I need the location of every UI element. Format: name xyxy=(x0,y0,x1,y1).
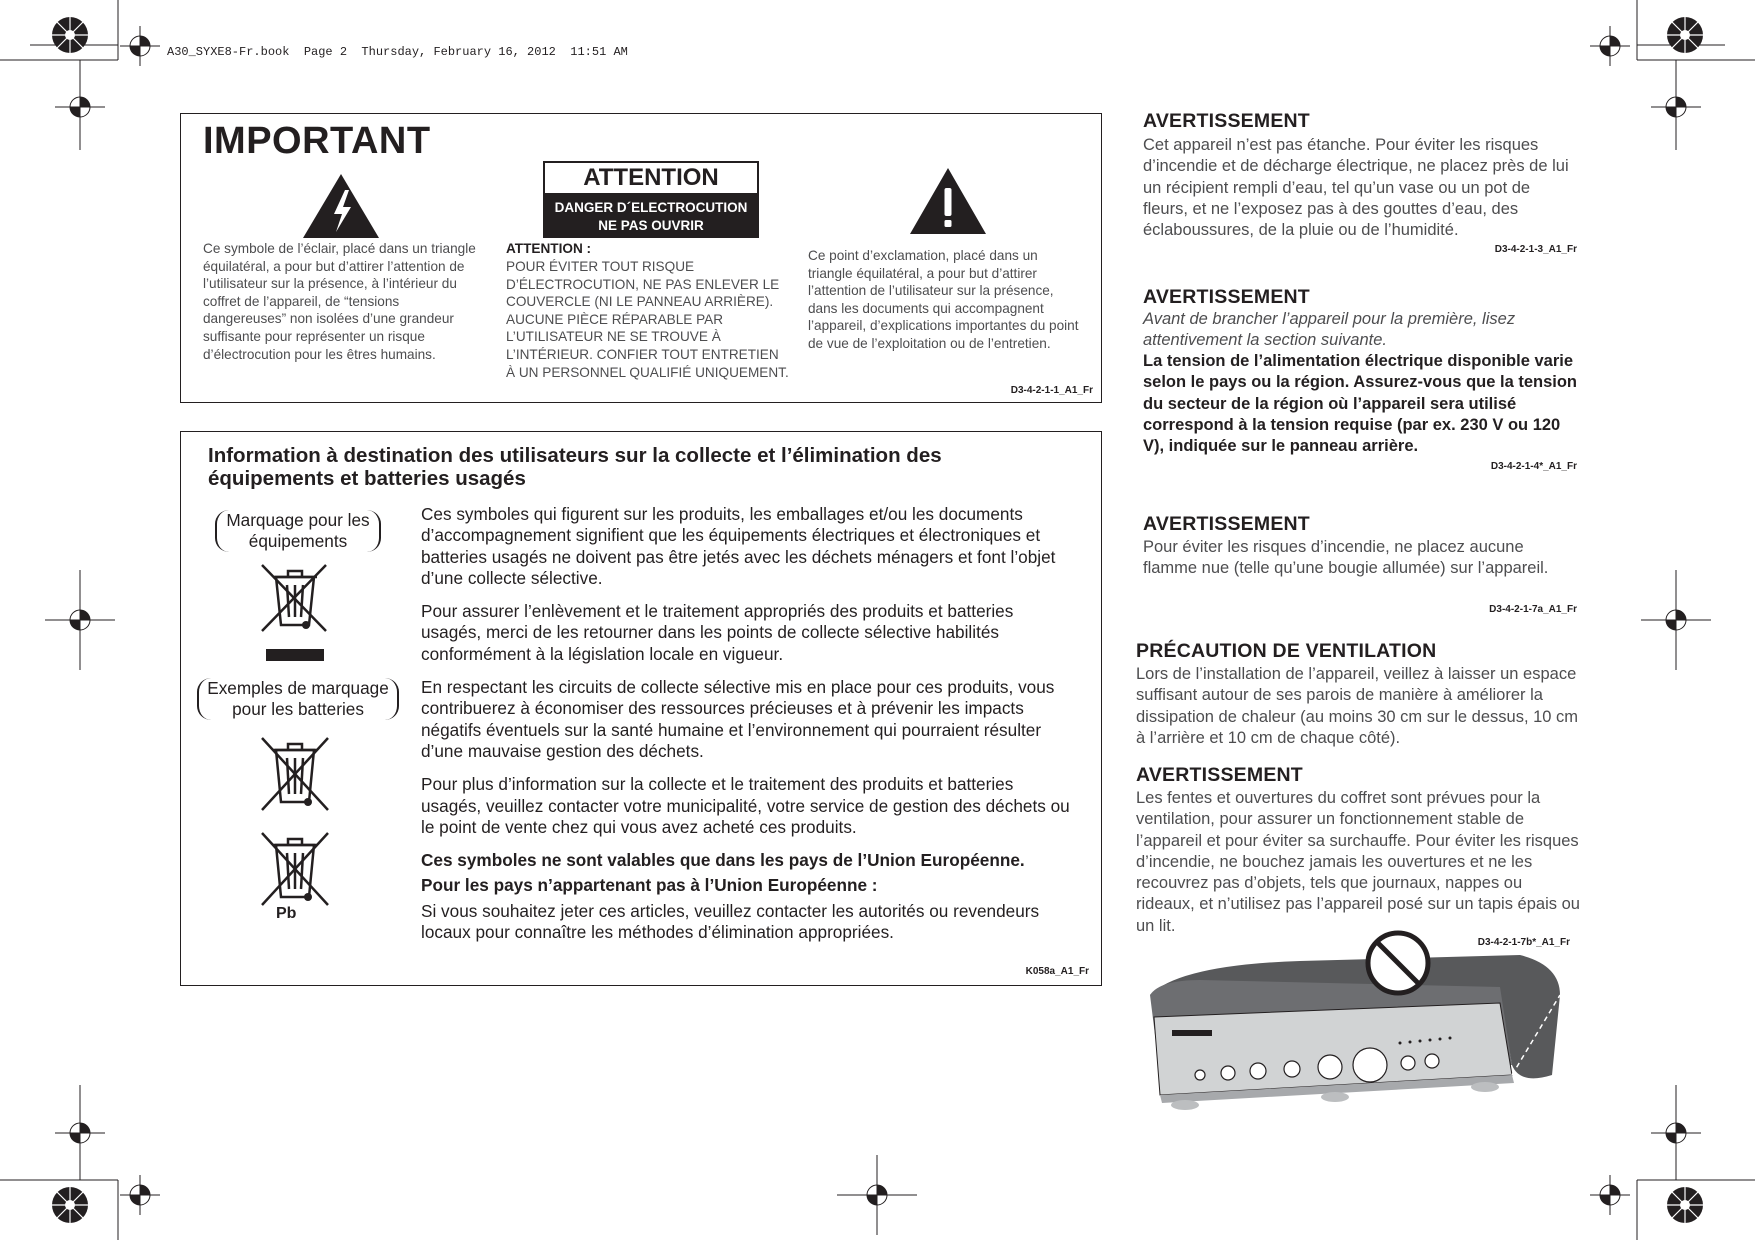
crossed-bin-pb-battery-icon xyxy=(260,831,330,907)
section-title: AVERTISSEMENT xyxy=(1143,513,1310,535)
section-title: AVERTISSEMENT xyxy=(1136,764,1303,786)
exclamation-symbol-text: Ce point d’exclamation, placé dans un triangle équilatéral, a pour but d’attirer l’attention de l’utilisateur sur la présence, dans les documents qui accompagnent l’appareil, d’explications importantes du point de vue de l’exploitation ou de l’entretien. xyxy=(808,248,1079,351)
reference-code: D3-4-2-1-1_A1_Fr xyxy=(1010,385,1093,396)
crossed-bin-equipment-icon xyxy=(260,563,330,663)
equipment-marking-label: Marquage pour les équipements xyxy=(215,510,381,552)
attention-heading: ATTENTION : xyxy=(506,241,592,256)
info-paragraph: En respectant les circuits de collecte sélective mis en place pour ces produits, vous contribuerez à économiser des ressources précieuses et à prévenir les impacts négatifs éventuels sur la santé humaine et l’environnement qui pourraient résulter d’une mauvaise gestion des déchets. xyxy=(421,677,1055,761)
reference-code: D3-4-2-1-4*_A1_Fr xyxy=(1490,461,1577,472)
section-text: Les fentes et ouvertures du coffret sont prévues pour la ventilation, pour assurer un fonctionnement stable de l’appareil et pour éviter sa surchauffe. Pour éviter les risques d’incendie, ne bouchez jamais les ouvertures et ne les recouvrez pas d’objets, tels que journaux, nappes ou rideaux, et n’utilisez pas l’appareil posé sur un tapis épais ou un lit. xyxy=(1136,789,1580,935)
exclamation-warning-icon xyxy=(908,166,988,236)
reference-code: D3-4-2-1-7a_A1_Fr xyxy=(1489,604,1577,615)
battery-marking-label: Exemples de marquage pour les batteries xyxy=(197,678,399,720)
reference-code: D3-4-2-1-3_A1_Fr xyxy=(1494,244,1577,255)
section-title: AVERTISSEMENT xyxy=(1143,286,1310,308)
print-header: A30_SYXE8-Fr.book Page 2 Thursday, February 16, 2012 11:51 AM xyxy=(167,45,628,59)
important-box xyxy=(180,113,1102,403)
section-text: Pour éviter les risques d’incendie, ne placez aucune flamme nue (telle qu’une bougie allumée) sur l’appareil. xyxy=(1143,538,1549,578)
prohibition-icon xyxy=(1368,933,1428,993)
section-italic-text: Avant de brancher l’appareil pour la première, lisez attentivement la section suivante. xyxy=(1143,310,1516,350)
disposal-info-title: Information à destination des utilisateurs sur la collecte et l’élimination des équipements et batteries usagés xyxy=(208,444,942,490)
attention-label: ATTENTION xyxy=(543,161,759,195)
info-paragraph: Pour plus d’information sur la collecte et le traitement des produits et batteries usagés, veuillez contacter votre municipalité, votre service de gestion des déchets ou le point de vente chez qui vous avez acheté ces produits. xyxy=(421,774,1070,837)
pb-label: Pb xyxy=(276,905,297,922)
info-paragraph: Ces symboles qui figurent sur les produits, les emballages et/ou les documents d’accompagnement signifient que les équipements électriques et électroniques et batteries usagés ne doivent pas être jetés avec les déchets ménagers et font l’objet d’une collecte sélective. xyxy=(421,504,1056,588)
reference-code: D3-4-2-1-7b*_A1_Fr xyxy=(1477,937,1570,948)
section-text: Lors de l’installation de l’appareil, veillez à laisser un espace suffisant autour de ses parois de manière à améliorer la dissipation de chaleur (au moins 30 cm sur le dessus, 10 cm à l’arrière et 10 cm de chaque côté). xyxy=(1136,665,1579,747)
attention-text: POUR ÉVITER TOUT RISQUE D’ÉLECTROCUTION, NE PAS ENLEVER LE COUVERCLE (NI LE PANNEAU ARRIÈRE). AUCUNE PIÈCE RÉPARABLE PAR L’UTILISATEUR NE SE TROUVE À L’INTÉRIEUR. CONFIER TOUT ENTRETIEN À UN PERSONNEL QUALIFIÉ UNIQUEMENT. xyxy=(506,259,789,380)
attention-sublabel-line2: NE PAS OUVRIR xyxy=(598,218,704,233)
covered-amplifier-illustration xyxy=(1140,925,1580,1130)
info-paragraph-eu: Ces symboles ne sont valables que dans les pays de l’Union Européenne. xyxy=(421,850,1025,871)
lightning-symbol-text: Ce symbole de l’éclair, placé dans un triangle équilatéral, a pour but d’attirer l’attention de l’utilisateur sur la présence, à l’intérieur du coffret de l’appareil, de “tensions dangereuses” non isolées d’une grandeur suffisante pour représenter un risque d’électrocution pour les êtres humains. xyxy=(203,241,476,362)
crossed-bin-battery-icon xyxy=(260,736,330,812)
info-paragraph: Pour assurer l’enlèvement et le traitement appropriés des produits et batteries usagés, merci de les retourner dans les points de collecte sélective habilités conformément à la législation locale en vigueur. xyxy=(421,601,1014,664)
attention-sublabel xyxy=(543,195,759,238)
section-bold-text: La tension de l’alimentation électrique disponible varie selon le pays ou la région. Assurez-vous que la tension du secteur de la région où l’appareil sera utilisé correspond à la tension requise (par ex. 230 V ou 120 V), indiquée sur le panneau arrière. xyxy=(1143,352,1577,456)
attention-label-block xyxy=(543,161,759,238)
disposal-info-box xyxy=(180,431,1102,986)
info-paragraph-non-eu: Pour les pays n’appartenant pas à l’Union Européenne : xyxy=(421,875,878,896)
section-title: AVERTISSEMENT xyxy=(1143,110,1310,132)
section-title: PRÉCAUTION DE VENTILATION xyxy=(1136,640,1437,662)
reference-code: K058a_A1_Fr xyxy=(1025,966,1089,977)
attention-sublabel-line1: DANGER D´ELECTROCUTION xyxy=(554,200,748,215)
disposal-info-text xyxy=(421,504,1076,955)
lightning-warning-icon xyxy=(301,172,381,240)
important-title: IMPORTANT xyxy=(203,120,431,162)
section-text: Cet appareil n’est pas étanche. Pour éviter les risques d’incendie et de décharge électrique, ne placez près de lui un récipient rempli d’eau, tel qu’un vase ou un pot de fleurs, et ne l’exposez pas à des gouttes d’eau, des éclaboussures, de la pluie ou de l’humidité. xyxy=(1143,136,1569,240)
info-paragraph: Si vous souhaitez jeter ces articles, veuillez contacter les autorités ou revendeurs locaux pour connaître les méthodes d’élimination appropriées. xyxy=(421,900,1040,943)
